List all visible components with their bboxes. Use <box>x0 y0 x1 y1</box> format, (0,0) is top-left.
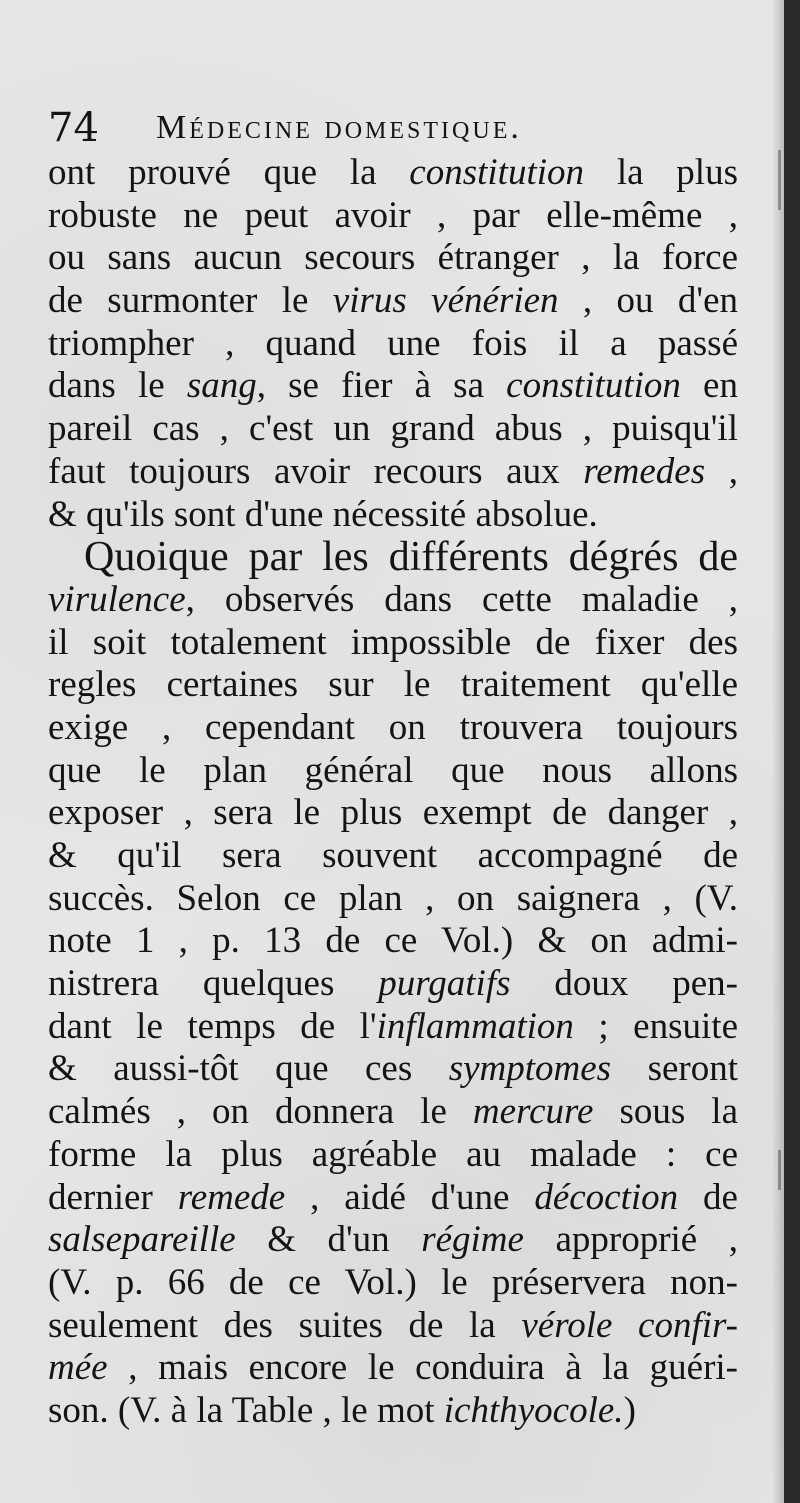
text-line: exposer , sera le plus exempt de danger , <box>48 792 738 834</box>
body-text <box>48 152 738 1433</box>
text-line: faut toujours avoir recours aux remedes , <box>48 450 739 492</box>
text-line: que le plan général que nous allons <box>48 749 738 791</box>
text-line: forme la plus agréable au malade : ce <box>48 1133 738 1175</box>
text-line: de surmonter le virus vénérien , ou d'en <box>48 280 738 322</box>
text-line: dans le sang, se fier à sa constitution en <box>48 365 738 407</box>
text-line: son. (V. à la Table , le mot ichthyocole.) <box>48 1389 636 1431</box>
text-line: pareil cas , c'est un grand abus , puisqu'il <box>48 408 738 450</box>
text-line: succès. Selon ce plan , on saignera , (V. <box>48 877 738 919</box>
text-line: dant le temps de l'inflammation ; ensuite <box>48 1005 738 1047</box>
text-line: & qu'ils sont d'une nécessité absolue. <box>48 493 598 535</box>
text-line: virulence, observés dans cette maladie , <box>48 578 738 620</box>
text-line: & qu'il sera souvent accompagné de <box>48 835 738 876</box>
margin-mark <box>778 150 781 210</box>
text-line: ou sans aucun secours étranger , la force <box>48 237 738 279</box>
page-number: 74 <box>48 105 99 151</box>
text-line: robuste ne peut avoir , par elle-même , <box>48 194 738 236</box>
text-line: il soit totalement impossible de fixer des <box>48 621 738 663</box>
page-edge-shadow <box>772 0 784 1503</box>
text-line: & aussi-tôt que ces symptomes seront <box>48 1048 738 1090</box>
page-header <box>48 100 748 156</box>
text-line: regles certaines sur le traitement qu'elle <box>48 664 738 706</box>
text-line: calmés , on donnera le mercure sous la <box>48 1091 738 1133</box>
text-line: exige , cependant on trouvera toujours <box>48 706 738 748</box>
text-line: seulement des suites de la vérole confir- <box>48 1304 738 1346</box>
margin-mark <box>778 1150 781 1190</box>
running-title: Médecine domestique. <box>156 109 522 146</box>
text-line: triompher , quand une fois il a passé <box>48 322 738 364</box>
text-line: ont prouvé que la constitution la plus <box>48 152 738 193</box>
text-line: dernier remede , aidé d'une décoction de <box>48 1176 738 1218</box>
text-line: nistrera quelques purgatifs doux pen- <box>48 963 738 1005</box>
text-line: note 1 , p. 13 de ce Vol.) & on admi- <box>48 920 738 962</box>
text-line: salsepareille & d'un régime approprié , <box>48 1219 738 1261</box>
paragraph-start-line: Quoique par les différents dégrés de <box>84 534 738 581</box>
text-line: mée , mais encore le conduira à la guéri- <box>48 1347 738 1389</box>
text-line: (V. p. 66 de ce Vol.) le préservera non- <box>48 1261 738 1303</box>
